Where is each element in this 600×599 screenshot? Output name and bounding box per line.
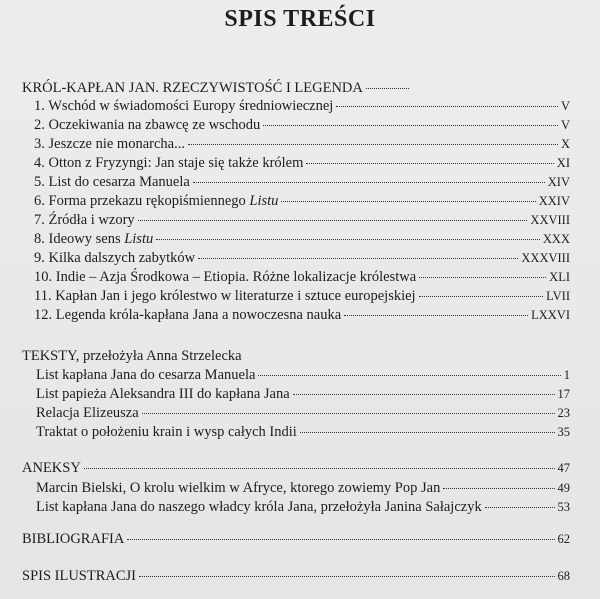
toc-item: 8. Ideowy sens Listu XXX — [34, 231, 570, 247]
page-number: XIV — [547, 175, 570, 189]
illustrations-row — [22, 568, 570, 585]
page-number: LVII — [546, 289, 570, 303]
page-number: 35 — [557, 425, 570, 439]
part1-heading-row — [22, 80, 412, 97]
page-number: XXX — [542, 232, 570, 246]
page-number: 53 — [557, 500, 570, 514]
toc-item: 3. Jeszcze nie monarcha... X — [34, 136, 570, 152]
page-number: 17 — [557, 387, 570, 401]
toc-item: 12. Legenda króla-kapłana Jana a nowoczesna nauka LXXVI — [34, 307, 570, 323]
toc-item: 10. Indie – Azja Środkowa – Etiopia. Różne lokalizacje królestwa XLI — [34, 269, 570, 285]
toc-item: 9. Kilka dalszych zabytków XXXVIII — [34, 250, 570, 266]
toc-item: List papieża Aleksandra III do kapłana Jana 17 — [36, 386, 570, 402]
toc-item: 2. Oczekiwania na zbawcę ze wschodu V — [34, 117, 570, 133]
page-number: 68 — [557, 569, 570, 583]
page-number: 23 — [557, 406, 570, 420]
part3-heading: ANEKSY — [22, 460, 81, 476]
page-number: 1 — [563, 368, 570, 382]
page-number: V — [560, 99, 570, 113]
page-number: LXXVI — [531, 308, 570, 322]
toc-item: List kapłana Jana do cesarza Manuela 1 — [36, 367, 570, 383]
part1-heading: KRÓL-KAPŁAN JAN. RZECZYWISTOŚĆ I LEGENDA — [22, 80, 363, 96]
toc-item: Traktat o położeniu krain i wysp całych Indii 35 — [36, 424, 570, 440]
toc-item: 5. List do cesarza Manuela XIV — [34, 174, 570, 190]
toc-item: 6. Forma przekazu rękopiśmiennego Listu XXIV — [34, 193, 570, 209]
toc-item: Relacja Elizeusza 23 — [36, 405, 570, 421]
page-number: XXIV — [538, 194, 570, 208]
illustrations-heading: SPIS ILUSTRACJI — [22, 568, 137, 584]
page-number: X — [560, 137, 570, 151]
bibliography-heading: BIBLIOGRAFIA — [22, 531, 125, 547]
page-number: XXXVIII — [521, 251, 570, 265]
page-number: V — [560, 118, 570, 132]
part2-heading: TEKSTY, przełożyła Anna Strzelecka — [22, 348, 242, 364]
bibliography-row — [22, 531, 570, 548]
part3-heading-row — [22, 460, 570, 477]
leader-dots — [366, 88, 409, 89]
page-number: XLI — [549, 270, 570, 284]
page-number: 49 — [557, 481, 570, 495]
toc-item: 1. Wschód w świadomości Europy średniowiecznej V — [34, 98, 570, 114]
page-number: 62 — [557, 532, 570, 546]
toc-item: 4. Otton z Fryzyngi: Jan staje się także królem XI — [34, 155, 570, 171]
toc-item: List kapłana Jana do naszego władcy króla Jana, przełożyła Janina Sałajczyk 53 — [36, 499, 570, 515]
page-title: SPIS TREŚCI — [224, 6, 376, 32]
toc-item: Marcin Bielski, O krolu wielkim w Afryce, ktorego zowiemy Pop Jan 49 — [36, 480, 570, 496]
toc-item: 11. Kapłan Jan i jego królestwo w literaturze i sztuce europejskiej LVII — [34, 288, 570, 304]
part2-heading-row — [22, 348, 242, 365]
page-number: XXVIII — [530, 213, 570, 227]
page-number: XI — [556, 156, 570, 170]
toc-item: 7. Źródła i wzory XXVIII — [34, 212, 570, 228]
page-number: 47 — [557, 461, 570, 475]
